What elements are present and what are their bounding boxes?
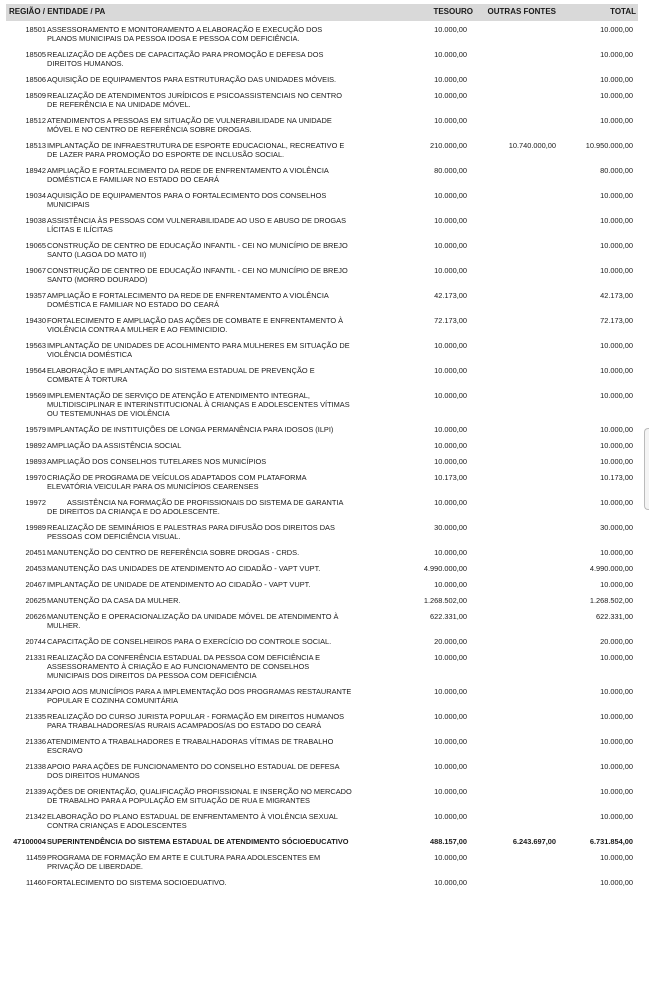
row-code: 18506 bbox=[25, 75, 46, 84]
row-description: AQUISIÇÃO DE EQUIPAMENTOS PARA ESTRUTURAÇÃO DAS UNIDADES MÓVEIS. bbox=[47, 75, 337, 84]
row-tesouro: 72.173,00 bbox=[434, 316, 467, 325]
row-total: 10.000,00 bbox=[600, 457, 633, 466]
row-tesouro: 10.000,00 bbox=[434, 391, 467, 400]
table-row bbox=[0, 425, 649, 434]
table-row bbox=[0, 291, 649, 309]
row-tesouro: 10.000,00 bbox=[434, 853, 467, 862]
row-code: 21336 bbox=[25, 737, 46, 746]
row-description: SUPERINTENDÊNCIA DO SISTEMA ESTADUAL DE ATENDIMENTO SÓCIOEDUCATIVO bbox=[47, 837, 349, 846]
row-description: CAPACITAÇÃO DE CONSELHEIROS PARA O EXERCÍCIO DO CONTROLE SOCIAL. bbox=[47, 637, 332, 646]
header-total: TOTAL bbox=[610, 7, 636, 16]
table-header bbox=[6, 4, 638, 21]
row-code: 19065 bbox=[25, 241, 46, 250]
table-row bbox=[0, 878, 649, 887]
row-total: 10.000,00 bbox=[600, 366, 633, 375]
row-code: 19893 bbox=[25, 457, 46, 466]
row-total: 10.000,00 bbox=[600, 787, 633, 796]
table-row bbox=[0, 812, 649, 830]
row-tesouro: 10.000,00 bbox=[434, 266, 467, 275]
row-tesouro: 10.000,00 bbox=[434, 241, 467, 250]
table-row bbox=[0, 366, 649, 384]
row-total: 10.950.000,00 bbox=[585, 141, 633, 150]
row-description: REALIZAÇÃO DO CURSO JURISTA POPULAR - FORMAÇÃO EM DIREITOS HUMANOS PARA TRABALHADORES/AS RURAIS ACAMPADOS/AS DO ESTADO DO CEARÁ bbox=[47, 712, 345, 730]
row-outras-fontes: 10.740.000,00 bbox=[508, 141, 556, 150]
row-description: MANUTENÇÃO DO CENTRO DE REFERÊNCIA SOBRE DROGAS - CRDS. bbox=[47, 548, 300, 557]
row-total: 30.000,00 bbox=[600, 523, 633, 532]
row-code: 19970 bbox=[25, 473, 46, 482]
row-total: 10.000,00 bbox=[600, 116, 633, 125]
row-total: 10.173,00 bbox=[600, 473, 633, 482]
row-description: AÇÕES DE ORIENTAÇÃO, QUALIFICAÇÃO PROFISSIONAL E INSERÇÃO NO MERCADO DE TRABALHO PARA A POPULAÇÃO EM SITUAÇÃO DE RUA E MIGRANTES bbox=[47, 787, 352, 805]
table-row bbox=[0, 316, 649, 334]
row-tesouro: 10.000,00 bbox=[434, 653, 467, 662]
row-tesouro: 30.000,00 bbox=[434, 523, 467, 532]
table-row bbox=[0, 266, 649, 284]
table-row bbox=[0, 391, 649, 418]
header-outras-fontes: OUTRAS FONTES bbox=[487, 7, 556, 16]
row-code: 18513 bbox=[25, 141, 46, 150]
row-code: 20467 bbox=[25, 580, 46, 589]
row-description: ELABORAÇÃO DO PLANO ESTADUAL DE ENFRENTAMENTO À VIOLÊNCIA SEXUAL CONTRA CRIANÇAS E ADOLESCENTES bbox=[47, 812, 338, 830]
row-code: 20451 bbox=[25, 548, 46, 557]
table-row bbox=[0, 687, 649, 705]
table-row bbox=[0, 853, 649, 871]
table-row bbox=[0, 75, 649, 84]
table-row bbox=[0, 737, 649, 755]
row-code: 18501 bbox=[25, 25, 46, 34]
row-tesouro: 10.000,00 bbox=[434, 191, 467, 200]
row-description: ASSISTÊNCIA NA FORMAÇÃO DE PROFISSIONAIS DO SISTEMA DE GARANTIA DE DIREITOS DA CRIANÇA E DO ADOLESCENTE. bbox=[47, 498, 343, 516]
row-tesouro: 10.000,00 bbox=[434, 498, 467, 507]
row-total: 10.000,00 bbox=[600, 498, 633, 507]
row-total: 10.000,00 bbox=[600, 762, 633, 771]
row-code: 19430 bbox=[25, 316, 46, 325]
table-row bbox=[0, 216, 649, 234]
row-code: 21342 bbox=[25, 812, 46, 821]
row-total: 10.000,00 bbox=[600, 812, 633, 821]
row-code: 18509 bbox=[25, 91, 46, 100]
row-tesouro: 10.000,00 bbox=[434, 441, 467, 450]
row-total: 10.000,00 bbox=[600, 687, 633, 696]
table-row bbox=[0, 241, 649, 259]
row-description: CONSTRUÇÃO DE CENTRO DE EDUCAÇÃO INFANTIL - CEI NO MUNICÍPIO DE BREJO SANTO (MORRO DOURADO) bbox=[47, 266, 348, 284]
table-row bbox=[0, 612, 649, 630]
row-description: IMPLANTAÇÃO DE INFRAESTRUTURA DE ESPORTE EDUCACIONAL, RECREATIVO E DE LAZER PARA PROMOÇÃO DO ESPORTE DE INCLUSÃO SOCIAL. bbox=[47, 141, 345, 159]
row-description: APOIO AOS MUNICÍPIOS PARA A IMPLEMENTAÇÃO DOS PROGRAMAS RESTAURANTE POPULAR E COZINHA COMUNITÁRIA bbox=[47, 687, 352, 705]
row-tesouro: 10.000,00 bbox=[434, 116, 467, 125]
row-description: IMPLEMENTAÇÃO DE SERVIÇO DE ATENÇÃO E ATENDIMENTO INTEGRAL, MULTIDISCIPLINAR E INTERINSTITUCIONAL À CRIANÇAS E ADOLESCENTES VÍTIMAS OU TESTEMUNHAS DE VIOLÊNCIA bbox=[47, 391, 350, 418]
row-tesouro: 10.173,00 bbox=[434, 473, 467, 482]
row-code: 20744 bbox=[25, 637, 46, 646]
row-code: 19579 bbox=[25, 425, 46, 434]
table-row bbox=[0, 548, 649, 557]
row-total: 6.731.854,00 bbox=[589, 837, 633, 846]
row-tesouro: 210.000,00 bbox=[430, 141, 467, 150]
row-description: FORTALECIMENTO E AMPLIAÇÃO DAS AÇÕES DE COMBATE E ENFRENTAMENTO À VIOLÊNCIA CONTRA A MULHER E AO FEMINICIDIO. bbox=[47, 316, 344, 334]
row-total: 10.000,00 bbox=[600, 191, 633, 200]
table-row bbox=[0, 50, 649, 68]
row-description: MANUTENÇÃO E OPERACIONALIZAÇÃO DA UNIDADE MÓVEL DE ATENDIMENTO À MULHER. bbox=[47, 612, 339, 630]
row-description: AQUISIÇÃO DE EQUIPAMENTOS PARA O FORTALECIMENTO DOS CONSELHOS MUNICIPAIS bbox=[47, 191, 327, 209]
table-row bbox=[0, 457, 649, 466]
row-code: 19034 bbox=[25, 191, 46, 200]
row-tesouro: 10.000,00 bbox=[434, 712, 467, 721]
row-tesouro: 10.000,00 bbox=[434, 812, 467, 821]
table-row bbox=[0, 473, 649, 491]
row-description: ATENDIMENTO A TRABALHADORES E TRABALHADORAS VÍTIMAS DE TRABALHO ESCRAVO bbox=[47, 737, 334, 755]
row-code: 21335 bbox=[25, 712, 46, 721]
row-description: REALIZAÇÃO DE AÇÕES DE CAPACITAÇÃO PARA PROMOÇÃO E DEFESA DOS DIREITOS HUMANOS. bbox=[47, 50, 324, 68]
row-tesouro: 10.000,00 bbox=[434, 787, 467, 796]
table-row bbox=[0, 116, 649, 134]
table-row bbox=[0, 787, 649, 805]
row-tesouro: 10.000,00 bbox=[434, 762, 467, 771]
table-row bbox=[0, 637, 649, 646]
table-row bbox=[0, 166, 649, 184]
row-code: 19563 bbox=[25, 341, 46, 350]
table-row bbox=[0, 564, 649, 573]
row-code: 21339 bbox=[25, 787, 46, 796]
row-tesouro: 10.000,00 bbox=[434, 425, 467, 434]
row-code: 18942 bbox=[25, 166, 46, 175]
row-total: 10.000,00 bbox=[600, 391, 633, 400]
table-row bbox=[0, 441, 649, 450]
row-total: 10.000,00 bbox=[600, 425, 633, 434]
row-description: ASSISTÊNCIA ÀS PESSOAS COM VULNERABILIDADE AO USO E ABUSO DE DROGAS LÍCITAS E ILÍCITAS bbox=[47, 216, 346, 234]
row-total: 72.173,00 bbox=[600, 316, 633, 325]
row-description: REALIZAÇÃO DE ATENDIMENTOS JURÍDICOS E PSICOASSISTENCIAIS NO CENTRO DE REFERÊNCIA E NA UNIDADE MÓVEL. bbox=[47, 91, 342, 109]
row-total: 10.000,00 bbox=[600, 712, 633, 721]
row-code: 20453 bbox=[25, 564, 46, 573]
row-code: 19972 bbox=[25, 498, 46, 507]
row-total: 20.000,00 bbox=[600, 637, 633, 646]
row-code: 19357 bbox=[25, 291, 46, 300]
row-total: 622.331,00 bbox=[596, 612, 633, 621]
row-tesouro: 622.331,00 bbox=[430, 612, 467, 621]
row-description: ATENDIMENTOS A PESSOAS EM SITUAÇÃO DE VULNERABILIDADE NA UNIDADE MÓVEL E NO CENTRO DE REFERÊNCIA SOBRE DROGAS. bbox=[47, 116, 332, 134]
row-description: MANUTENÇÃO DA CASA DA MULHER. bbox=[47, 596, 181, 605]
row-code: 20626 bbox=[25, 612, 46, 621]
row-total: 1.268.502,00 bbox=[589, 596, 633, 605]
row-code: 19989 bbox=[25, 523, 46, 532]
row-description: CRIAÇÃO DE PROGRAMA DE VEÍCULOS ADAPTADOS COM PLATAFORMA ELEVATÓRIA VEICULAR PARA OS MUNICÍPIOS CEARENSES bbox=[47, 473, 307, 491]
row-total: 10.000,00 bbox=[600, 580, 633, 589]
row-tesouro: 10.000,00 bbox=[434, 366, 467, 375]
table-row bbox=[0, 523, 649, 541]
row-tesouro: 10.000,00 bbox=[434, 91, 467, 100]
row-code: 21334 bbox=[25, 687, 46, 696]
table-row bbox=[0, 141, 649, 159]
row-description: IMPLANTAÇÃO DE UNIDADES DE ACOLHIMENTO PARA MULHERES EM SITUAÇÃO DE VIOLÊNCIA DOMÉSTICA bbox=[47, 341, 350, 359]
table-row bbox=[0, 712, 649, 730]
row-code: 19569 bbox=[25, 391, 46, 400]
row-description: ELABORAÇÃO E IMPLANTAÇÃO DO SISTEMA ESTADUAL DE PREVENÇÃO E COMBATE À TORTURA bbox=[47, 366, 315, 384]
row-code: 11459 bbox=[25, 853, 46, 862]
row-code: 20625 bbox=[25, 596, 46, 605]
row-description: AMPLIAÇÃO E FORTALECIMENTO DA REDE DE ENFRENTAMENTO A VIOLÊNCIA DOMÉSTICA E FAMILIAR NO ESTADO DO CEARÁ bbox=[47, 291, 329, 309]
row-tesouro: 10.000,00 bbox=[434, 580, 467, 589]
row-total: 10.000,00 bbox=[600, 653, 633, 662]
row-description: AMPLIAÇÃO E FORTALECIMENTO DA REDE DE ENFRENTAMENTO A VIOLÊNCIA DOMÉSTICA E FAMILIAR NO ESTADO DO CEARÁ bbox=[47, 166, 329, 184]
row-outras-fontes: 6.243.697,00 bbox=[512, 837, 556, 846]
row-total: 10.000,00 bbox=[600, 853, 633, 862]
row-code: 19564 bbox=[25, 366, 46, 375]
header-region: REGIÃO / ENTIDADE / PA bbox=[9, 7, 106, 16]
row-description: AMPLIAÇÃO DOS CONSELHOS TUTELARES NOS MUNICÍPIOS bbox=[47, 457, 267, 466]
row-total: 10.000,00 bbox=[600, 737, 633, 746]
row-total: 10.000,00 bbox=[600, 266, 633, 275]
table-row bbox=[0, 341, 649, 359]
row-description: ASSESSORAMENTO E MONITORAMENTO A ELABORAÇÃO E EXECUÇÃO DOS PLANOS MUNICIPAIS DA PESSOA IDOSA E PESSOA COM DEFICIÊNCIA. bbox=[47, 25, 323, 43]
row-code: 21338 bbox=[25, 762, 46, 771]
table-row bbox=[0, 762, 649, 780]
row-total: 10.000,00 bbox=[600, 91, 633, 100]
row-tesouro: 80.000,00 bbox=[434, 166, 467, 175]
row-total: 80.000,00 bbox=[600, 166, 633, 175]
row-tesouro: 10.000,00 bbox=[434, 50, 467, 59]
row-code: 19067 bbox=[25, 266, 46, 275]
row-tesouro: 20.000,00 bbox=[434, 637, 467, 646]
row-tesouro: 10.000,00 bbox=[434, 75, 467, 84]
row-total: 10.000,00 bbox=[600, 75, 633, 84]
row-total: 4.990.000,00 bbox=[589, 564, 633, 573]
row-tesouro: 10.000,00 bbox=[434, 25, 467, 34]
table-body bbox=[0, 25, 649, 894]
row-code: 11460 bbox=[25, 878, 46, 887]
row-total: 10.000,00 bbox=[600, 25, 633, 34]
row-tesouro: 10.000,00 bbox=[434, 737, 467, 746]
row-description: IMPLANTAÇÃO DE UNIDADE DE ATENDIMENTO AO CIDADÃO - VAPT VUPT. bbox=[47, 580, 311, 589]
table-row bbox=[0, 596, 649, 605]
header-tesouro: TESOURO bbox=[433, 7, 473, 16]
row-tesouro: 10.000,00 bbox=[434, 216, 467, 225]
row-description: MANUTENÇÃO DAS UNIDADES DE ATENDIMENTO AO CIDADÃO - VAPT VUPT. bbox=[47, 564, 321, 573]
row-tesouro: 10.000,00 bbox=[434, 548, 467, 557]
table-row bbox=[0, 25, 649, 43]
row-tesouro: 10.000,00 bbox=[434, 878, 467, 887]
row-description: FORTALECIMENTO DO SISTEMA SOCIOEDUATIVO. bbox=[47, 878, 227, 887]
row-tesouro: 1.268.502,00 bbox=[423, 596, 467, 605]
row-description: AMPLIAÇÃO DA ASSISTÊNCIA SOCIAL bbox=[47, 441, 182, 450]
table-row bbox=[0, 837, 649, 846]
row-description: IMPLANTAÇÃO DE INSTITUIÇÕES DE LONGA PERMANÊNCIA PARA IDOSOS (ILPI) bbox=[47, 425, 334, 434]
row-total: 42.173,00 bbox=[600, 291, 633, 300]
table-row bbox=[0, 498, 649, 516]
row-total: 10.000,00 bbox=[600, 216, 633, 225]
row-description: REALIZAÇÃO DA CONFERÊNCIA ESTADUAL DA PESSOA COM DEFICIÊNCIA E ASSESSORAMENTO À CRIAÇÃO E AO FUNCIONAMENTO DE CONSELHOS MUNICIPAIS DOS DIREITOS DA PESSOA COM DEFICIÊNCIA bbox=[47, 653, 321, 680]
row-description: CONSTRUÇÃO DE CENTRO DE EDUCAÇÃO INFANTIL - CEI NO MUNICÍPIO DE BREJO SANTO (LAGOA DO MATO II) bbox=[47, 241, 348, 259]
scroll-handle[interactable] bbox=[644, 428, 649, 510]
row-total: 10.000,00 bbox=[600, 50, 633, 59]
row-code: 21331 bbox=[25, 653, 46, 662]
row-total: 10.000,00 bbox=[600, 241, 633, 250]
table-row bbox=[0, 653, 649, 680]
row-code: 18512 bbox=[25, 116, 46, 125]
table-row bbox=[0, 91, 649, 109]
row-description: APOIO PARA AÇÕES DE FUNCIONAMENTO DO CONSELHO ESTADUAL DE DEFESA DOS DIREITOS HUMANOS bbox=[47, 762, 340, 780]
row-total: 10.000,00 bbox=[600, 341, 633, 350]
table-row bbox=[0, 191, 649, 209]
row-code: 19892 bbox=[25, 441, 46, 450]
row-code: 47100004 bbox=[13, 837, 46, 846]
row-tesouro: 10.000,00 bbox=[434, 687, 467, 696]
row-total: 10.000,00 bbox=[600, 548, 633, 557]
table-row bbox=[0, 580, 649, 589]
row-tesouro: 4.990.000,00 bbox=[423, 564, 467, 573]
row-code: 18505 bbox=[25, 50, 46, 59]
row-code: 19038 bbox=[25, 216, 46, 225]
row-total: 10.000,00 bbox=[600, 441, 633, 450]
row-description: REALIZAÇÃO DE SEMINÁRIOS E PALESTRAS PARA DIFUSÃO DOS DIREITOS DAS PESSOAS COM DEFICIÊNCIA VISUAL. bbox=[47, 523, 335, 541]
row-tesouro: 10.000,00 bbox=[434, 341, 467, 350]
row-tesouro: 10.000,00 bbox=[434, 457, 467, 466]
row-tesouro: 42.173,00 bbox=[434, 291, 467, 300]
row-total: 10.000,00 bbox=[600, 878, 633, 887]
row-tesouro: 488.157,00 bbox=[430, 837, 467, 846]
row-description: PROGRAMA DE FORMAÇÃO EM ARTE E CULTURA PARA ADOLESCENTES EM PRIVAÇÃO DE LIBERDADE. bbox=[47, 853, 321, 871]
